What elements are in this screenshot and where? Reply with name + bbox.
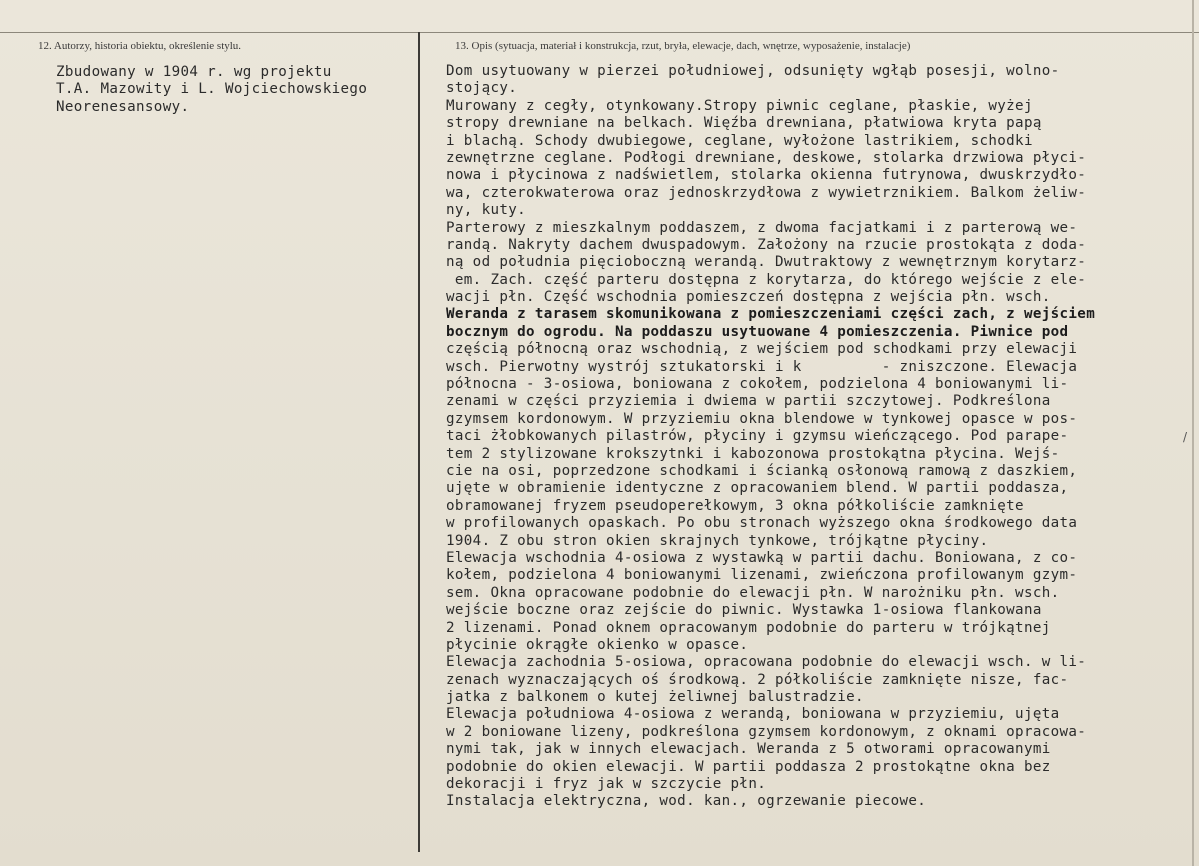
description-line: Weranda z tarasem skomunikowana z pomieszczeniami części zach, z wejściem (446, 306, 1096, 323)
description-line: wa, czterokwaterowa oraz jednoskrzydłowa z wywietrznikiem. Balkom żeliw- (446, 184, 1087, 201)
section-13-header: 13. Opis (sytuacja, materiał i konstrukcja, rzut, bryła, elewacje, dach, wnętrze, wyposażenie, instalacje) (455, 40, 911, 52)
description-line: wsch. Pierwotny wystrój sztukatorski i k - zniszczone. Elewacja (446, 358, 1078, 375)
left-text-line: Neorenesansowy. (56, 98, 190, 115)
description-line: częścią północną oraz wschodnią, z wejściem pod schodkami przy elewacji (446, 341, 1078, 358)
description-line: Instalacja elektryczna, wod. kan., ogrzewanie piecowe. (446, 793, 927, 810)
column-divider (418, 32, 420, 852)
description-line: Elewacja południowa 4-osiowa z werandą, boniowana w przyziemiu, ujęta (446, 706, 1060, 723)
description-line: 1904. Z obu stron okien skrajnych tynkowe, trójkątne płyciny. (446, 532, 989, 549)
description-line: tem 2 stylizowane krokszytnki i kabozonowa prostokątna płycina. Wejś- (446, 445, 1060, 462)
description-line: zenami w części przyziemia i dwiema w partii szczytowej. Podkreślona (446, 393, 1051, 410)
description-line: Elewacja zachodnia 5-osiowa, opracowana podobnie do elewacji wsch. w li- (446, 654, 1087, 671)
description-line: 2 lizenami. Ponad oknem opracowanym podobnie do parteru w trójkątnej (446, 619, 1051, 636)
description-line: bocznym do ogrodu. Na poddaszu usytuowane 4 pomieszczenia. Piwnice pod (446, 323, 1069, 340)
description-line: em. Zach. część parteru dostępna z korytarza, do którego wejście z ele- (446, 271, 1087, 288)
description-line: sem. Okna opracowane podobnie do elewacji płn. W narożniku płn. wsch. (446, 584, 1060, 601)
description-line: Parterowy z mieszkalnym poddaszem, z dwoma facjatkami i z parterową we- (446, 219, 1078, 236)
description-line: podobnie do okien elewacji. W partii poddasza 2 prostokątne okna bez (446, 758, 1051, 775)
description-line: randą. Nakryty dachem dwuspadowym. Założony na rzucie prostokąta z doda- (446, 236, 1087, 253)
description-line: taci żłobkowanych pilastrów, płyciny i gzymsu wieńczącego. Pod parape- (446, 428, 1069, 445)
description-line: ny, kuty. (446, 202, 527, 219)
left-text-line: Zbudowany w 1904 r. wg projektu (56, 64, 332, 80)
description-line: ną od południa pięcioboczną werandą. Dwutraktowy z wewnętrznym korytarz- (446, 254, 1087, 271)
authors-history-text (56, 64, 367, 116)
description-line: stropy drewniane na belkach. Więźba drewniana, płatwiowa kryta papą (446, 115, 1042, 132)
description-line: kołem, podzielona 4 boniowanymi lizenami, zwieńczona profilowanym gzym- (446, 567, 1078, 584)
description-line: nowa i płycinowa z nadświetlem, stolarka okienna futrynowa, dwuskrzydło- (446, 167, 1087, 184)
section-12-header: 12. Autorzy, historia obiektu, określenie stylu. (38, 40, 242, 52)
description-line: wejście boczne oraz zejście do piwnic. Wystawka 1-osiowa flankowana (446, 602, 1042, 619)
description-line: Murowany z cegły, otynkowany.Stropy piwnic ceglane, płaskie, wyżej (446, 97, 1033, 114)
top-rule (0, 32, 1199, 33)
description-line: płycinie okrągłe okienko w opasce. (446, 636, 749, 653)
description-line: ujęte w obramienie identyczne z opracowaniem blend. W partii poddasza, (446, 480, 1069, 497)
right-edge-line (1192, 0, 1194, 866)
description-line: Dom usytuowany w pierzei południowej, odsunięty wgłąb posesji, wolno- (446, 63, 1060, 79)
description-line: i blachą. Schody dwubiegowe, ceglane, wyłożone lastrikiem, schodki (446, 132, 1033, 149)
description-text (446, 63, 1095, 811)
description-line: stojący. (446, 80, 518, 97)
description-line: gzymsem kordonowym. W przyziemiu okna blendowe w tynkowej opasce w pos- (446, 410, 1078, 427)
description-line: dekoracji i fryz jak w szczycie płn. (446, 776, 767, 793)
description-line: obramowanej fryzem pseudoperełkowym, 3 okna półkoliście zamknięte (446, 497, 1024, 514)
description-line: nymi tak, jak w innych elewacjach. Weranda z 5 otworami opracowanymi (446, 741, 1051, 758)
description-line: jatka z balkonem o kutej żeliwnej balustradzie. (446, 689, 864, 706)
description-line: wacji płn. Część wschodnia pomieszczeń dostępna z wejścia płn. wsch. (446, 289, 1051, 306)
description-line: północna - 3-osiowa, boniowana z cokołem, podzielona 4 boniowanymi li- (446, 376, 1069, 393)
description-line: w 2 boniowane lizeny, podkreślona gzymsem kordonowym, z oknami opracowa- (446, 723, 1087, 740)
description-line: cie na osi, poprzedzone schodkami i ścianką osłonową ramową z daszkiem, (446, 462, 1078, 479)
description-line: zewnętrzne ceglane. Podłogi drewniane, deskowe, stolarka drzwiowa płyci- (446, 149, 1087, 166)
description-line: zenach wyznaczających oś środkową. 2 półkoliście zamknięte nisze, fac- (446, 671, 1069, 688)
margin-mark: / (1183, 430, 1188, 444)
description-line: Elewacja wschodnia 4-osiowa z wystawką w partii dachu. Boniowana, z co- (446, 549, 1078, 566)
description-line: w profilowanych opaskach. Po obu stronach wyższego okna środkowego data (446, 515, 1078, 532)
left-text-line: T.A. Mazowity i L. Wojciechowskiego (56, 81, 368, 98)
